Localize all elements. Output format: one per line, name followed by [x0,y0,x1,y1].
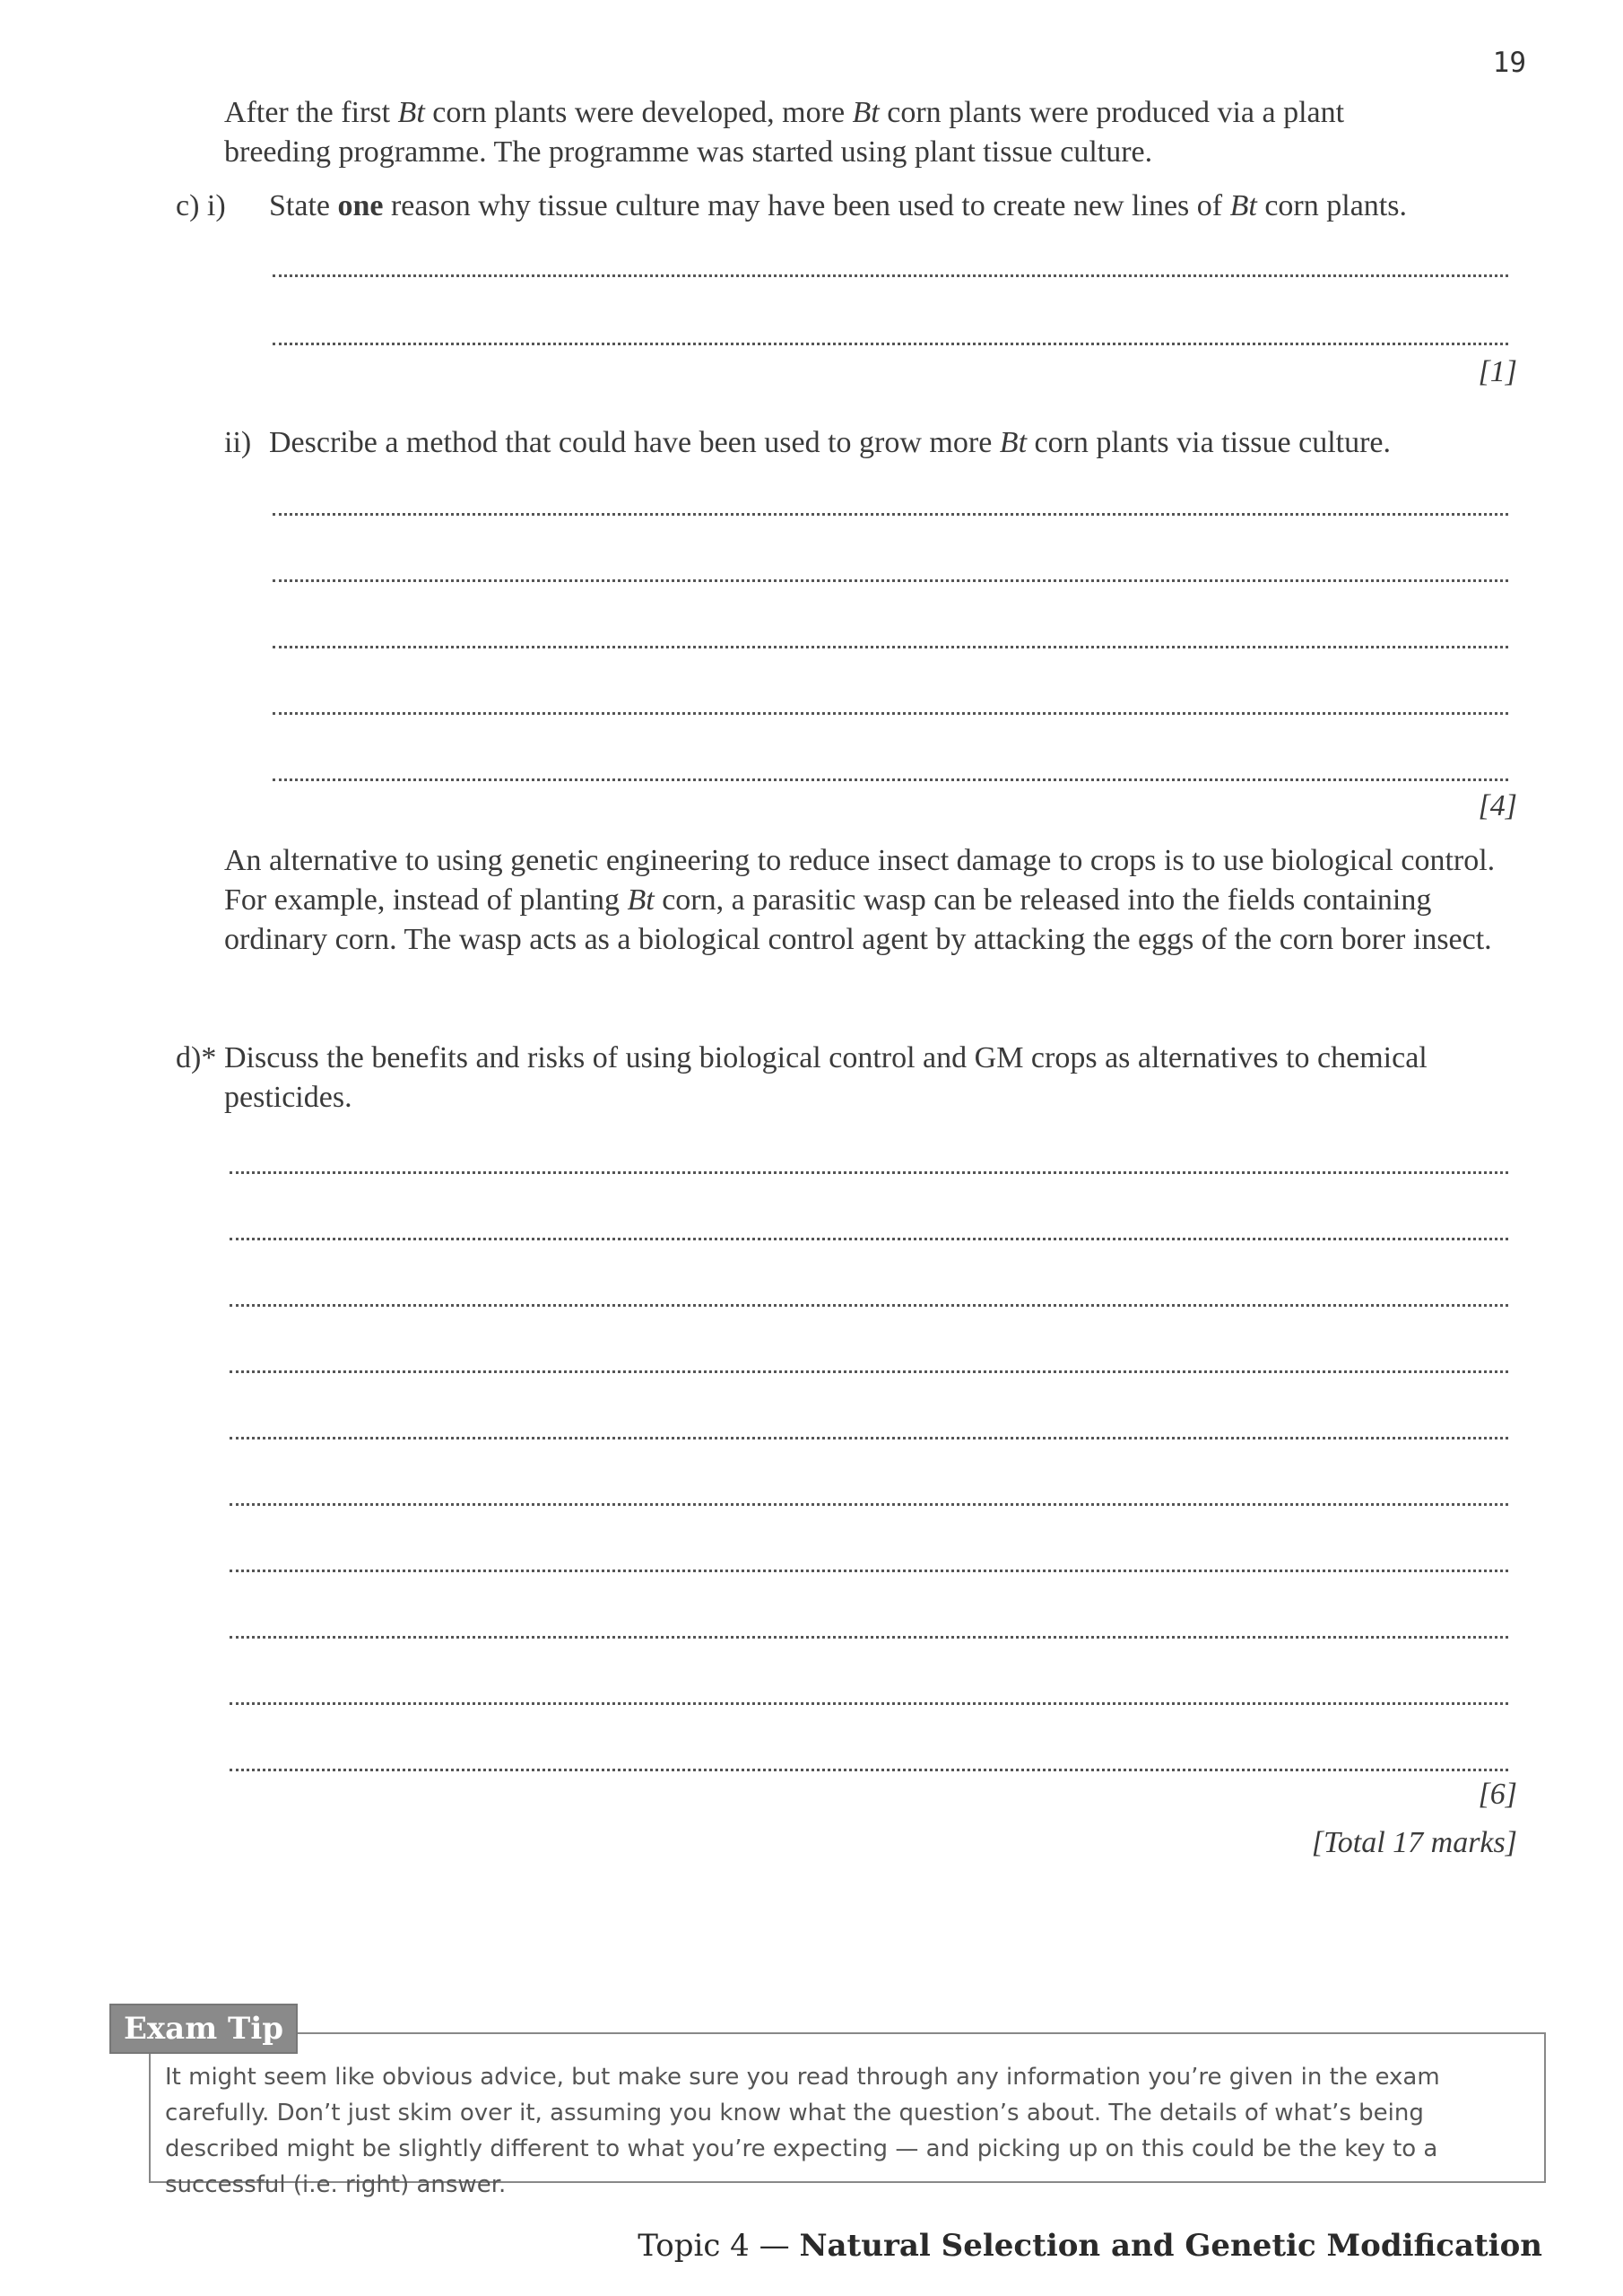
answer-line[interactable] [230,1636,1508,1639]
answer-line[interactable] [230,1171,1508,1174]
answer-line[interactable] [230,1304,1508,1307]
answer-line[interactable] [273,646,1508,648]
question-c-ii-label: ii) [224,426,252,459]
question-d-label: d)* [176,1041,217,1074]
question-c-i-label: c) i) [176,189,226,222]
page-number: 19 [1492,47,1526,79]
answer-line[interactable] [230,1437,1508,1439]
answer-line[interactable] [230,1503,1508,1506]
answer-line[interactable] [273,343,1508,345]
question-d-text: Discuss the benefits and risks of using biological control and GM crops as alternatives to chemical pesticides. [224,1041,1428,1114]
marks-c-ii: [4] [1478,789,1517,822]
marks-c-i: [1] [1478,355,1517,388]
answer-line[interactable] [273,274,1508,277]
answer-line[interactable] [230,1769,1508,1771]
answer-line[interactable] [230,1370,1508,1373]
exam-tip-title: Exam Tip [109,2004,298,2054]
question-c-ii-text: Describe a method that could have been used to grow more Bt corn plants via tissue culture. [269,426,1392,459]
answer-line[interactable] [230,1570,1508,1572]
answer-line[interactable] [273,579,1508,582]
page-footer: Topic 4 — Natural Selection and Genetic Modification [638,2228,1542,2264]
biological-control-paragraph: An alternative to using genetic engineering to reduce insect damage to crops is to use biological control. For example, instead of planting Bt corn, a parasitic wasp can be released into the fields containing ordinary corn. The wasp acts as a biological control agent by attacking the eggs of the corn borer insect. [224,844,1496,956]
question-c-i-text: State one reason why tissue culture may have been used to create new lines of Bt corn plants. [269,189,1407,222]
marks-d: [6] [1478,1778,1517,1811]
exam-tip-text: It might seem like obvious advice, but make sure you read through any information you’re given in the exam carefully. Don’t just skim over it, assuming you know what the question’s about. The details of what’s being described might be slightly different to what you’re expecting — and picking up on this could be the key to a successful (i.e. right) answer. [165,2064,1440,2198]
answer-line[interactable] [230,1238,1508,1240]
answer-line[interactable] [273,778,1508,781]
total-marks: [Total 17 marks] [1311,1826,1517,1859]
intro-paragraph: After the first Bt corn plants were developed, more Bt corn plants were produced via a plant breeding programme. The programme was started using plant tissue culture. [224,96,1345,169]
answer-line[interactable] [273,513,1508,516]
answer-line[interactable] [273,712,1508,715]
answer-line[interactable] [230,1702,1508,1705]
